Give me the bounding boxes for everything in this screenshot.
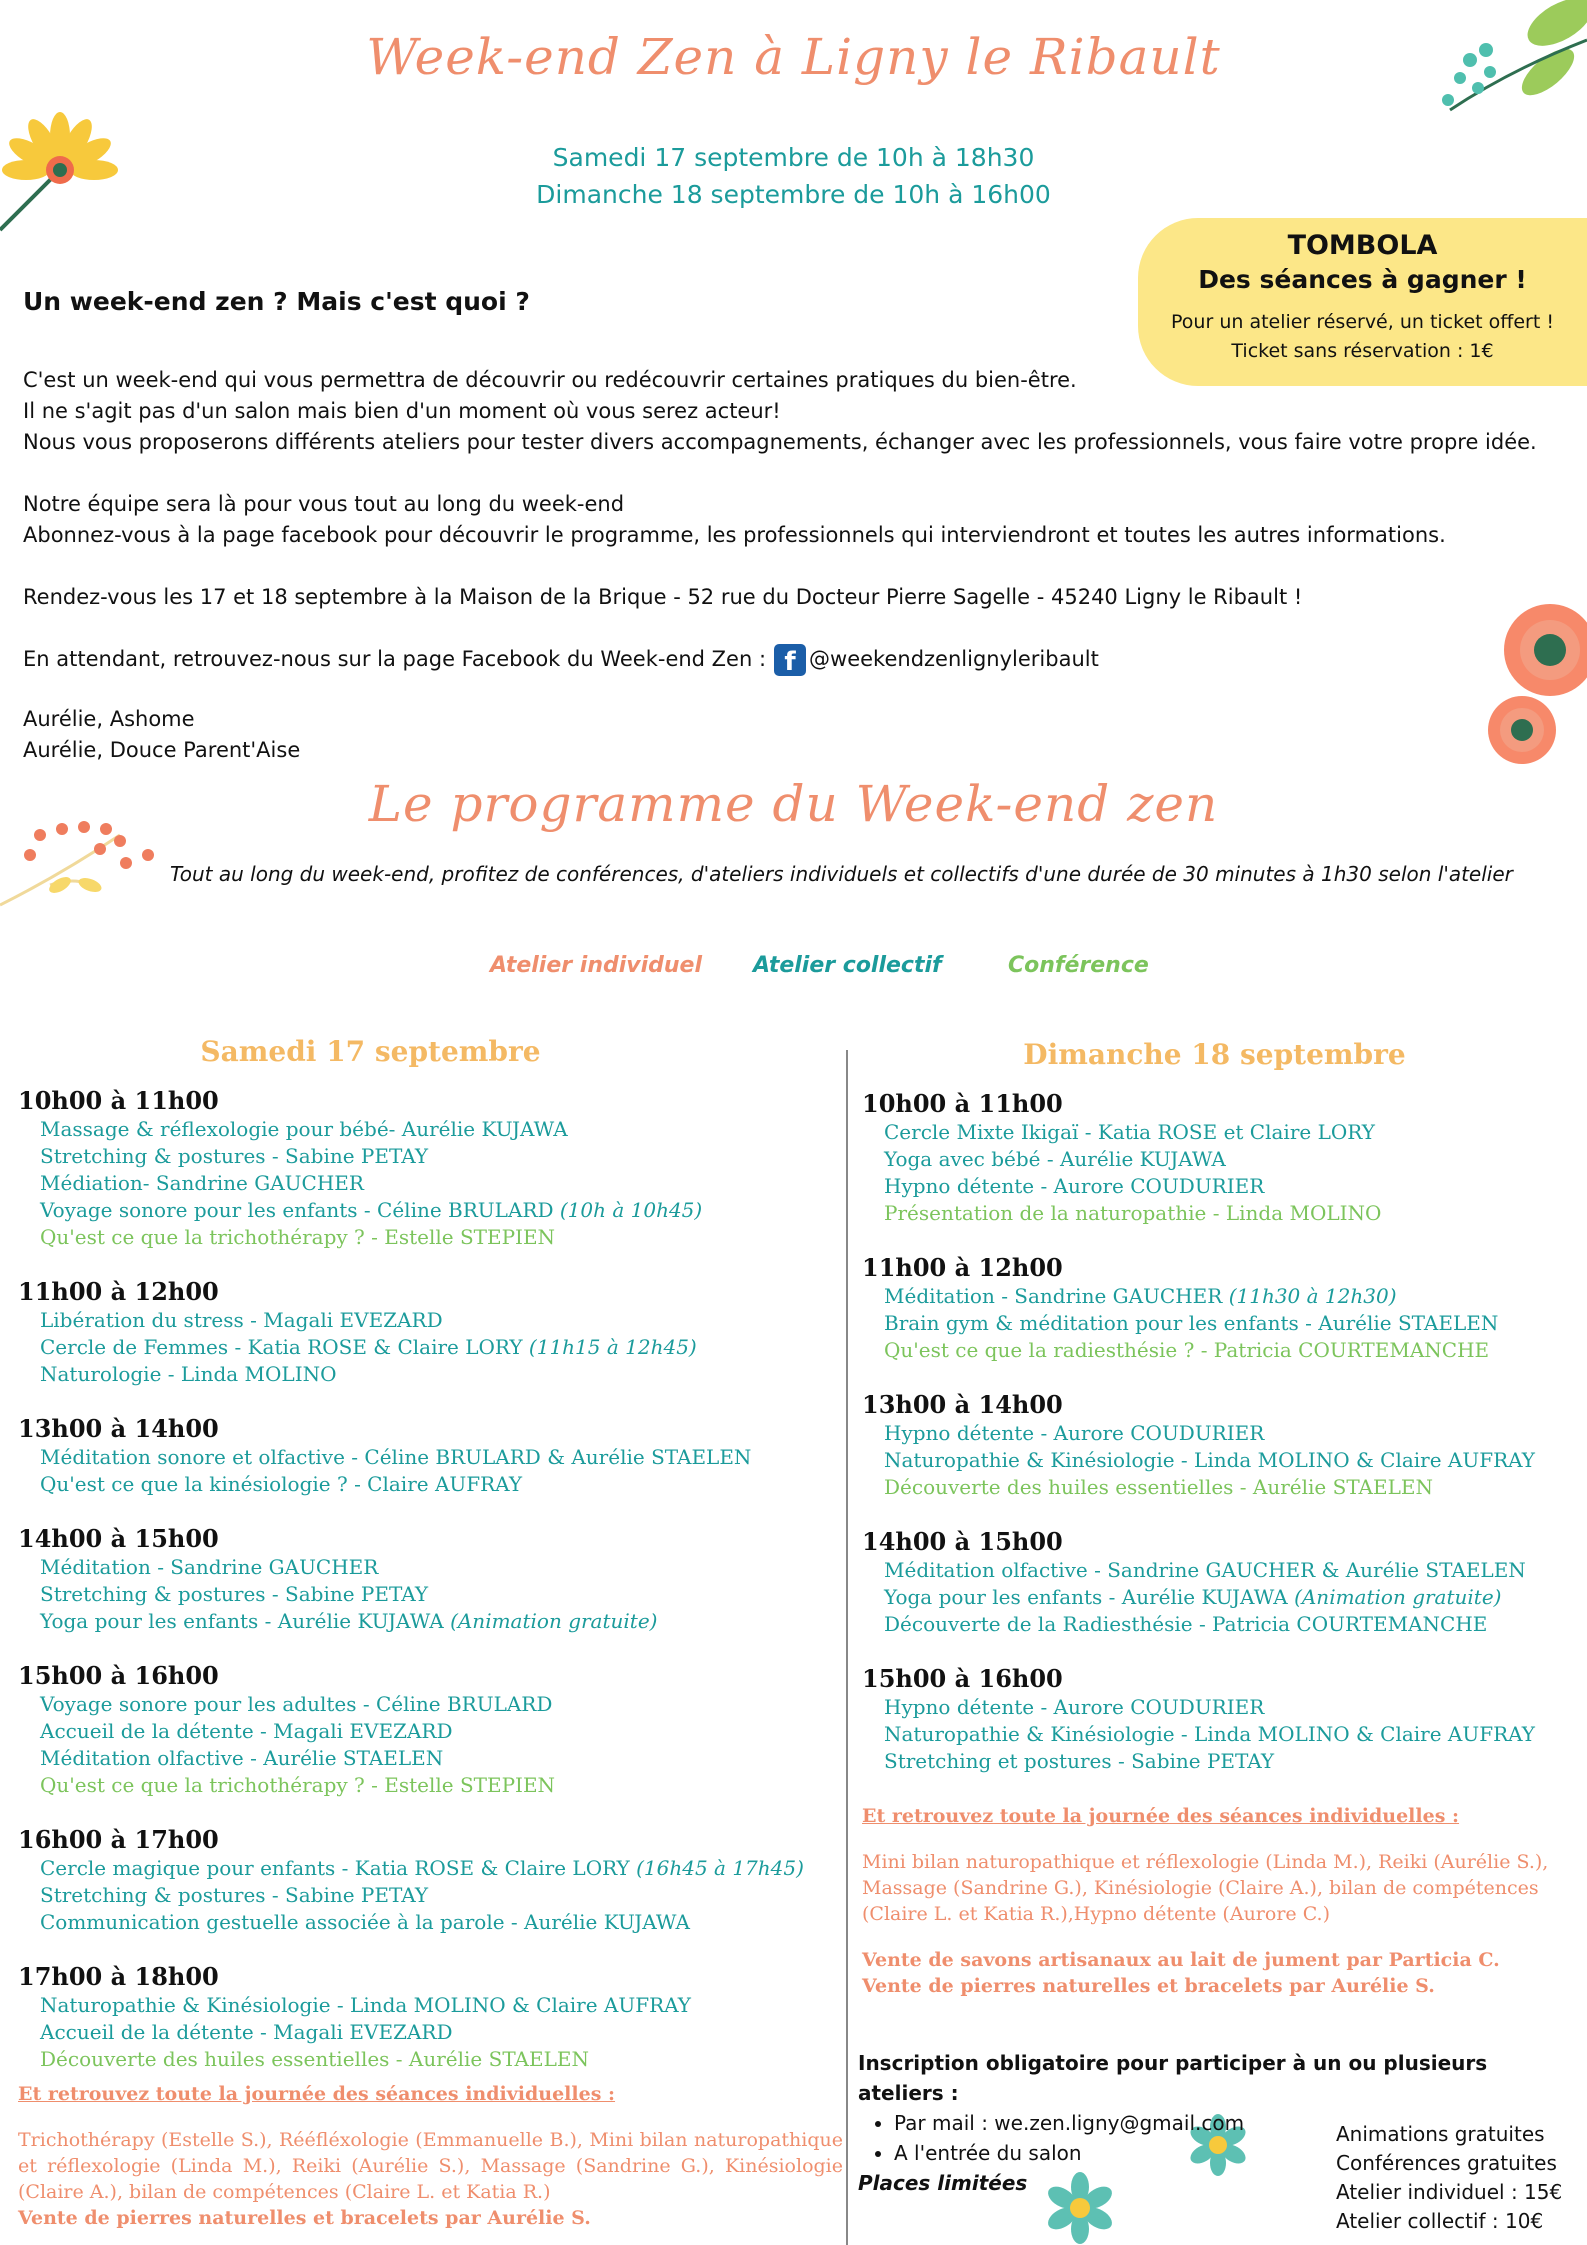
activity-text: Méditation - Sandrine GAUCHER — [40, 1555, 379, 1579]
sunday-extra-text: Mini bilan naturopathique et réflexologie (Linda M.), Reiki (Aurélie S.), Massage (Sandrine G.), Kinésiologie (Claire A.), bilan de compétences (Claire L. et Katia R.),Hypno détente (Aurore C.) — [862, 1851, 1549, 1925]
activity-text: Naturopathie & Kinésiologie - Linda MOLINO & Claire AUFRAY — [884, 1722, 1535, 1746]
activity-note: (11h15 à 12h45) — [528, 1335, 697, 1359]
activity-item — [862, 1474, 1582, 1501]
activity-text: Cercle magique pour enfants - Katia ROSE & Claire LORY — [40, 1856, 637, 1880]
activity-text: Accueil de la détente - Magali EVEZARD — [40, 2020, 453, 2044]
activity-text: Hypno détente - Aurore COUDURIER — [884, 1174, 1265, 1198]
price-line: Atelier individuel : 15€ — [1336, 2180, 1563, 2204]
activity-text: Hypno détente - Aurore COUDURIER — [884, 1421, 1265, 1445]
time-slot: 13h00 à 14h00 — [862, 1390, 1063, 1419]
activity-text: Naturopathie & Kinésiologie - Linda MOLINO & Claire AUFRAY — [40, 1993, 691, 2017]
saturday-extra-heading: Et retrouvez toute la journée des séances individuelles : — [18, 2083, 616, 2105]
activity-item — [862, 1310, 1582, 1337]
activity-text: Naturologie - Linda MOLINO — [40, 1362, 337, 1386]
sunday-vente: Vente de savons artisanaux au lait de jument par Particia C. — [862, 1949, 1500, 1971]
activity-text: Stretching & postures - Sabine PETAY — [40, 1582, 429, 1606]
activity-text: Qu'est ce que la radiesthésie ? - Patricia COURTEMANCHE — [884, 1338, 1490, 1362]
price-line: Animations gratuites — [1336, 2122, 1545, 2146]
activity-item — [862, 1611, 1582, 1638]
tombola-subtitle: Des séances à gagner ! — [1198, 265, 1527, 294]
activity-text: Voyage sonore pour les adultes - Céline BRULARD — [40, 1692, 553, 1716]
tombola-box — [1138, 218, 1587, 386]
activity-item — [18, 1691, 840, 1718]
tombola-line: Pour un atelier réservé, un ticket offert ! — [1171, 311, 1554, 333]
saturday-slots — [18, 1086, 840, 2073]
activity-text: Découverte de la Radiesthésie - Patricia COURTEMANCHE — [884, 1612, 1488, 1636]
activity-item — [862, 1173, 1582, 1200]
places-limitees: Places limitées — [858, 2171, 1028, 2195]
time-slot: 17h00 à 18h00 — [18, 1962, 219, 1991]
activity-item — [18, 1909, 840, 1936]
time-slot: 10h00 à 11h00 — [862, 1089, 1063, 1118]
activity-item — [18, 1718, 840, 1745]
time-slot: 15h00 à 16h00 — [862, 1664, 1063, 1693]
activity-item — [18, 1745, 840, 1772]
time-slot: 10h00 à 11h00 — [18, 1086, 219, 1115]
activity-item — [862, 1748, 1582, 1775]
price-line: Conférences gratuites — [1336, 2151, 1557, 2175]
date-saturday: Samedi 17 septembre de 10h à 18h30 — [552, 143, 1035, 172]
intro-line: Notre équipe sera là pour vous tout au long du week-end — [23, 492, 625, 516]
page-title: Week-end Zen à Ligny le Ribault — [366, 28, 1221, 86]
tombola-line: Ticket sans réservation : 1€ — [1231, 340, 1494, 362]
activity-text: Méditation olfactive - Sandrine GAUCHER & Aurélie STAELEN — [884, 1558, 1526, 1582]
activity-item — [18, 1361, 840, 1388]
saturday-column — [18, 1035, 843, 2231]
activity-item — [862, 1694, 1582, 1721]
time-slot: 15h00 à 16h00 — [18, 1661, 219, 1690]
programme-intro: Tout au long du week-end, profitez de conférences, d'ateliers individuels et collectifs d'une durée de 30 minutes à 1h30 selon l'atelier — [170, 862, 1513, 886]
activity-text: Cercle de Femmes - Katia ROSE & Claire LORY — [40, 1335, 529, 1359]
activity-text: Qu'est ce que la kinésiologie ? - Claire AUFRAY — [40, 1472, 523, 1496]
saturday-extra-text: Trichothérapy (Estelle S.), Rééfléxologie (Emmanuelle B.), Mini bilan naturopathique et réflexologie (Linda M.), Reiki (Aurélie S.), Massage (Sandrine G.), Kinésiologie (Claire A.), bilan de compétences (Claire L. et Katia R.) — [18, 2129, 843, 2203]
activity-text: Méditation - Sandrine GAUCHER — [884, 1284, 1229, 1308]
activity-item — [862, 1557, 1582, 1584]
activity-item — [862, 1119, 1582, 1146]
activity-text: Accueil de la détente - Magali EVEZARD — [40, 1719, 453, 1743]
address-line: Rendez-vous les 17 et 18 septembre à la Maison de la Brique - 52 rue du Docteur Pierre Sagelle - 45240 Ligny le Ribault ! — [23, 585, 1303, 609]
sunday-slots — [862, 1089, 1582, 1775]
activity-item — [18, 1608, 840, 1635]
legend-conference: Conférence — [1008, 953, 1149, 978]
activity-item — [18, 1444, 840, 1471]
activity-note: (10h à 10h45) — [559, 1198, 703, 1222]
sunday-heading: Dimanche 18 septembre — [1023, 1038, 1406, 1071]
activity-item — [862, 1283, 1582, 1310]
activity-item — [18, 1772, 840, 1799]
intro-line: Nous vous proposerons différents ateliers pour tester divers accompagnements, échanger avec les professionnels, vous faire votre propre idée. — [23, 430, 1537, 454]
facebook-handle[interactable]: @weekendzenlignyleribault — [809, 647, 1099, 671]
time-slot: 13h00 à 14h00 — [18, 1414, 219, 1443]
activity-note: (11h30 à 12h30) — [1228, 1284, 1397, 1308]
activity-item — [18, 1855, 840, 1882]
intro-line: C'est un week-end qui vous permettra de découvrir ou redécouvrir certaines pratiques du bien-être. — [23, 368, 1077, 392]
activity-item — [862, 1447, 1582, 1474]
activity-note: (Animation gratuite) — [450, 1609, 658, 1633]
tombola-title: TOMBOLA — [1287, 230, 1438, 261]
activity-text: Stretching et postures - Sabine PETAY — [884, 1749, 1275, 1773]
time-slot: 11h00 à 12h00 — [862, 1253, 1063, 1282]
inscription-item: • Par mail : we.zen.ligny@gmail.com — [894, 2108, 1558, 2138]
activity-text: Communication gestuelle associée à la parole - Aurélie KUJAWA — [40, 1910, 690, 1934]
activity-item — [18, 1143, 840, 1170]
signature: Aurélie, Ashome — [23, 707, 195, 731]
activity-item — [18, 1307, 840, 1334]
inscription-item: • A l'entrée du salon — [894, 2138, 1558, 2168]
activity-text: Yoga pour les enfants - Aurélie KUJAWA — [40, 1609, 451, 1633]
activity-text: Voyage sonore pour les enfants - Céline BRULARD — [40, 1198, 560, 1222]
activity-item — [862, 1146, 1582, 1173]
activity-note: (Animation gratuite) — [1294, 1585, 1502, 1609]
sunday-extra-heading: Et retrouvez toute la journée des séances individuelles : — [862, 1805, 1460, 1827]
activity-item — [18, 1116, 840, 1143]
activity-item — [18, 2019, 840, 2046]
activity-text: Méditation olfactive - Aurélie STAELEN — [40, 1746, 444, 1770]
activity-text: Hypno détente - Aurore COUDURIER — [884, 1695, 1265, 1719]
activity-text: Présentation de la naturopathie - Linda MOLINO — [884, 1201, 1382, 1225]
signature: Aurélie, Douce Parent'Aise — [23, 738, 301, 762]
sunday-column — [862, 1038, 1582, 1999]
event-dates — [0, 139, 1587, 213]
activity-item — [862, 1337, 1582, 1364]
programme-title: Le programme du Week-end zen — [368, 775, 1219, 833]
intro-line: Abonnez-vous à la page facebook pour découvrir le programme, les professionnels qui interviendront et toutes les autres informations. — [23, 523, 1446, 547]
saturday-heading: Samedi 17 septembre — [200, 1035, 541, 1068]
activity-text: Brain gym & méditation pour les enfants - Aurélie STAELEN — [884, 1311, 1499, 1335]
activity-item — [18, 1471, 840, 1498]
time-slot: 11h00 à 12h00 — [18, 1277, 219, 1306]
activity-item — [18, 1224, 840, 1251]
activity-text: Yoga avec bébé - Aurélie KUJAWA — [884, 1147, 1226, 1171]
activity-text: Médiation- Sandrine GAUCHER — [40, 1171, 364, 1195]
activity-text: Stretching & postures - Sabine PETAY — [40, 1144, 429, 1168]
activity-text: Cercle Mixte Ikigaï - Katia ROSE et Claire LORY — [884, 1120, 1375, 1144]
intro-text — [23, 365, 1563, 766]
time-slot: 14h00 à 15h00 — [862, 1527, 1063, 1556]
activity-item — [18, 1170, 840, 1197]
activity-item — [862, 1200, 1582, 1227]
activity-item — [18, 1554, 840, 1581]
legend-individuel: Atelier individuel — [490, 953, 703, 978]
inscription-heading: Inscription obligatoire pour participer à un ou plusieurs ateliers : — [858, 2051, 1488, 2105]
saturday-vente: Vente de pierres naturelles et bracelets par Aurélie S. — [18, 2207, 591, 2229]
activity-text: Qu'est ce que la trichothérapy ? - Estelle STEPIEN — [40, 1225, 556, 1249]
activity-note: (16h45 à 17h45) — [636, 1856, 804, 1880]
activity-item — [862, 1721, 1582, 1748]
activity-text: Découverte des huiles essentielles - Aurélie STAELEN — [884, 1475, 1433, 1499]
time-slot: 14h00 à 15h00 — [18, 1524, 219, 1553]
activity-text: Yoga pour les enfants - Aurélie KUJAWA — [884, 1585, 1295, 1609]
facebook-prefix: En attendant, retrouvez-nous sur la page Facebook du Week-end Zen : — [23, 647, 767, 671]
activity-item — [18, 1581, 840, 1608]
legend-collectif: Atelier collectif — [753, 953, 942, 978]
price-list — [1336, 2120, 1562, 2236]
column-divider — [846, 1050, 848, 2245]
activity-text: Qu'est ce que la trichothérapy ? - Estelle STEPIEN — [40, 1773, 556, 1797]
date-sunday: Dimanche 18 septembre de 10h à 16h00 — [536, 180, 1051, 209]
sunday-vente: Vente de pierres naturelles et bracelets par Aurélie S. — [862, 1975, 1435, 1997]
activity-item — [18, 2046, 840, 2073]
activity-text: Naturopathie & Kinésiologie - Linda MOLINO & Claire AUFRAY — [884, 1448, 1535, 1472]
activity-item — [862, 1584, 1582, 1611]
activity-item — [18, 1882, 840, 1909]
activity-text: Méditation sonore et olfactive - Céline BRULARD & Aurélie STAELEN — [40, 1445, 752, 1469]
intro-question: Un week-end zen ? Mais c'est quoi ? — [23, 287, 530, 316]
facebook-icon: f — [774, 644, 806, 676]
time-slot: 16h00 à 17h00 — [18, 1825, 219, 1854]
activity-item — [18, 1334, 840, 1361]
activity-item — [18, 1992, 840, 2019]
activity-text: Découverte des huiles essentielles - Aurélie STAELEN — [40, 2047, 589, 2071]
activity-text: Massage & réflexologie pour bébé- Aurélie KUJAWA — [40, 1117, 568, 1141]
price-line: Atelier collectif : 10€ — [1336, 2209, 1544, 2233]
activity-item — [18, 1197, 840, 1224]
activity-text: Stretching & postures - Sabine PETAY — [40, 1883, 429, 1907]
activity-item — [862, 1420, 1582, 1447]
intro-line: Il ne s'agit pas d'un salon mais bien d'un moment où vous serez acteur! — [23, 399, 781, 423]
facebook-line — [23, 644, 1563, 676]
activity-text: Libération du stress - Magali EVEZARD — [40, 1308, 443, 1332]
